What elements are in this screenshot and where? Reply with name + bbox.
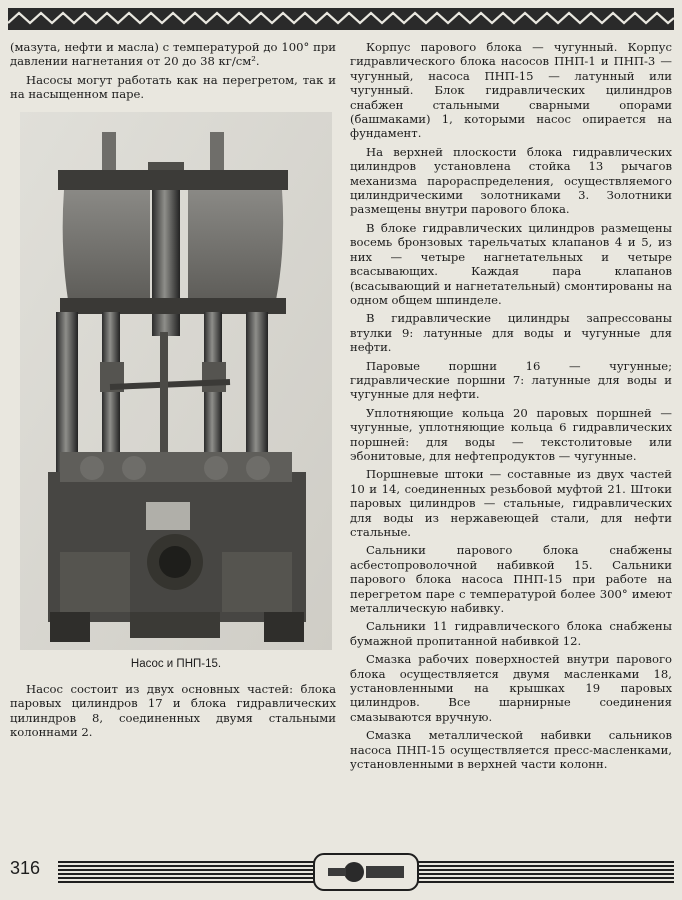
right-column [350, 40, 672, 776]
left-intro-paragraph-2: Насосы могут работать как на перегретом, так и на насыщенном паре. [10, 72, 336, 102]
top-ornamental-rule [8, 8, 674, 30]
right-paragraph-6: Уплотняющие кольца 20 паровых поршней — чугунные, уплотняющие кольца 6 гидравлических поршней: для воды — текстолитовые или эбонитовые, для нефтепродуктов — чугунные. [350, 405, 672, 463]
hydraulic-cylinder-block [48, 452, 306, 622]
right-paragraph-4: В гидравлические цилиндры запрессованы втулки 9: латунные для воды и чугунные для нефти. [350, 311, 672, 355]
right-paragraph-10: Смазка рабочих поверхностей внутри парового блока осуществляется двумя масленками 18, установленными на крышках 19 паровых цилиндров. Все шарнирные соединения смазываются вручную. [350, 652, 672, 724]
right-paragraph-9: Сальники 11 гидравлического блока снабжены бумажной пропитанной набивкой 12. [350, 619, 672, 648]
base-feet [50, 612, 304, 642]
left-after-photo-paragraph: Насос состоит из двух основных частей: блока паровых цилиндров 17 и блока гидравлических цилиндров 8, соединенных двумя стальными колоннами 2. [10, 682, 336, 740]
pump-photograph [20, 112, 332, 650]
pump-emblem-icon [314, 854, 418, 890]
right-paragraph-11: Смазка металлической набивки сальников насоса ПНП-15 осуществляется пресс-масленками, установленными в верхней части колонн. [350, 728, 672, 772]
figure-caption: Насос и ПНП-15. [130, 658, 222, 670]
right-paragraph-8: Сальники парового блока снабжены асбестопроволочной набивкой 15. Сальники парового блока насоса ПНП-15 при работе на перегретом паре с температурой более 300° имеют металлическую набивку. [350, 543, 672, 616]
left-after-photo-text [10, 682, 336, 744]
left-intro-paragraph-1: (мазута, нефти и масла) с температурой до 100° при давлении нагнетания от 20 до 38 кг/см². [10, 40, 336, 69]
right-paragraph-3: В блоке гидравлических цилиндров размещены восемь бронзовых тарельчатых клапанов 4 и 5, из них — четыре нагнетательных и четыре всасывающих. Каждая пара клапанов (всасывающий и нагнетательный) смонтированы на одном общем шпинделе. [350, 220, 672, 307]
page-number: 316 [10, 858, 41, 878]
right-paragraph-1: Корпус парового блока — чугунный. Корпус гидравлического блока насосов ПНП-1 и ПНП-3 — чугунный, насоса ПНП-15 — латунный или чугунный. Блок гидравлических цилиндров снабжен стальными сварными опорами (башмаками) 1, которыми насос опирается на фундамент. [350, 40, 672, 141]
pump-illustration [20, 112, 332, 650]
bottom-ornamental-rule [58, 852, 674, 892]
left-column [10, 40, 336, 106]
right-paragraph-7: Поршневые штоки — составные из двух частей 10 и 14, соединенных резьбовой муфтой 21. Штоки паровых цилиндров — стальные, гидравлических для воды из нержавеющей стали, для нефти стальные. [350, 467, 672, 539]
right-paragraph-2: На верхней плоскости блока гидравлических цилиндров установлена стойка 13 рычагов механизма парораспределения, осуществляемого цилиндрическими золотниками 3. Золотники размещены внутри парового блока. [350, 144, 672, 217]
right-paragraph-5: Паровые поршни 16 — чугунные; гидравлические поршни 7: латунные для воды и чугунные для нефти. [350, 358, 672, 402]
